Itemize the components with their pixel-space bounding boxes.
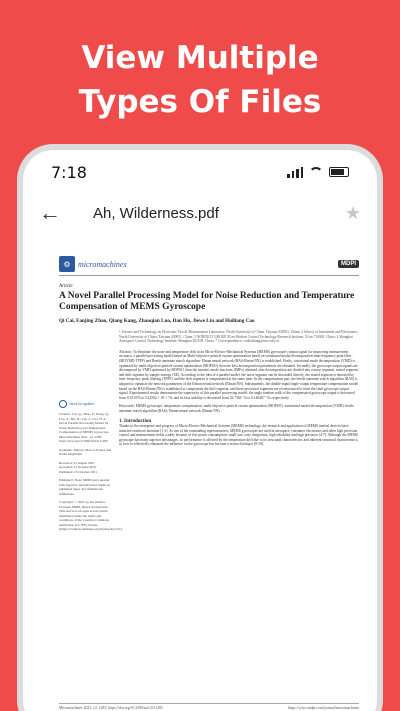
pdf-page[interactable] — [59, 246, 359, 711]
keywords: Keywords: MEMS gyroscope; temperature compensation; multi-objective particle swarm optimization (MOPSO); variational modal decomposition (VMD); beetle antennae search algorithm (BAS); Elman neural network (Elman NN) — [119, 404, 354, 413]
accepted-date: Accepted: 21 October 2021 — [59, 465, 97, 469]
publisher-logo: MDPI — [338, 260, 359, 268]
abstract: Abstract: To eliminate the noise and temperature drift in an Micro-Electro-Mechanical Systems (MEMS) gyroscope's output signal for improving measurement accuracy, a parallel processing model based on Multi-objective particle swarm optimization based on variational modal decomposition-time-frequency peak filter (MOVMD-TFPF) and Beetle antennae search algorithm- Elman neural network (BAS-Elman NN) is established. Firstly, variational mode decomposition (VMD) is optimized by multi-objective particle swarm optimization (MOPSO), then the best decomposition parameters are obtained. Secondly, the gyroscope output signals are decomposed by VMD optimized by MOPSO, then the intrinsic mode functions (IMFs) obtained after decomposition are divided into a noise segment, mixed segment, and drift segment by sample entropy (SE). According to the idea of a parallel model, the noise segment can be discarded directly, the mixed segment is denoised by time-frequency peak filtering (TFPF), and the drift segment is compensated at the same time. In the compensation part, the beetle antennae search algorithm (BAS) is adopted to optimize the network parameters of the Elman neural network (Elman NN). Subsequently, the double-input/single-output temperature compensation model based on the BAS-Elman NN is established to compensate the drift segment, and these processed segments are reconstructed to form the final gyroscope output signal. Experimental results demonstrate the superiority of this parallel processing model; the angle random walk of the compensated gyroscope output is decreased from 0.531076 to 5.22502 × 10⁻³ °/h, and its bias stability is decreased from 32.7364 °/h to 0.140467 °/h, respectively. — [119, 349, 359, 400]
check-updates-icon — [59, 400, 67, 408]
status-bar — [23, 150, 377, 194]
footer-left: Micromachines 2021, 12, 1285. https://doi.org/10.3390/mi12111285 — [59, 706, 163, 710]
wifi-icon — [309, 167, 323, 177]
citation: Citation: Cai, Q.; Zhao, F.; Kang, Q.; Luo, Z.; Hu, D.; Liu, J.; Cao, H. A Novel Parallel Processing Model for Noise Reduction and Temperature Compensation of MEMS Gyroscope. Micromachines 2021, 12, 1285. https://doi.org/10.3390/mi12111285 — [59, 412, 110, 443]
section-heading: 1. Introduction — [119, 418, 152, 424]
phone-frame — [23, 150, 377, 711]
document-title: Ah, Wilderness.pdf — [93, 204, 219, 222]
received-date: Received: 25 August 2021 — [59, 460, 95, 465]
journal-header — [59, 256, 359, 276]
journal-logo — [59, 256, 127, 272]
academic-editors: Academic Editors: Marcos Fontes and Nadia Mojtabahi — [59, 447, 111, 456]
paper-title: A Novel Parallel Processing Model for Noise Reduction and Temperature Compensation of MEMS Gyroscope — [59, 291, 355, 312]
paper-authors: Qi Cai, Fanjing Zhao, Qiang Kang, Zhaoqian Luo, Dan Hu, Jiewe Liu and Huiliang Cao — [59, 318, 255, 324]
intro-paragraph: Thanks to the emergence and progress of Micro-Electro-Mechanical Systems (MEMS) technology, the research and application of MEMS inertial devices have attracted extensive attention [1-3]. As one of the outstanding representatives, MEMS gyroscopes are used in aerospace, consumer electronics and other high precision control and measurement fields widely because of low power consumption, small size, easy integration, high reliability and high precision [4-7]. Although the MEMS gyroscope has many superior advantages, its performance is affected by the temperature drift due to its structural characteristics and inherent structural characteristics, so how to effectively eliminate the influence on the gyroscope has become a research hotspot [8-10]. — [119, 424, 359, 447]
favorite-star-icon[interactable]: ★ — [344, 202, 361, 223]
publisher-note: Publisher's Note: MDPI stays neutral with regard to jurisdictional claims in published maps and institutional affiliations. — [59, 478, 110, 496]
journal-name: micromachines — [78, 259, 127, 269]
headline-line-1: View Multiple — [81, 40, 319, 76]
paper-sidebar — [59, 330, 123, 536]
paper-body — [59, 330, 359, 536]
status-icons — [287, 167, 349, 178]
affiliations: 1 Science and Technology on Electronic Test & Measurement Laboratory, North University of China, Taiyuan 030051, China; 2 School of Instrument and Electronics, North University of China, Taiyuan 030051, China; 3 NORINCO GROUP Xi'an Modern Control Technology Research Institute, Xi'an 710065, China; 4 Shanghai Aerospace Control Technology Institute, Shanghai 201109, China; * Correspondence: caohuiliang@nuc.edu.cn — [119, 330, 359, 344]
published-date: Published: 25 October 2021 — [59, 469, 97, 474]
signal-icon — [287, 167, 303, 178]
back-arrow-icon[interactable]: ← — [39, 200, 61, 225]
footer-right: https://www.mdpi.com/journal/micromachines — [288, 706, 359, 710]
journal-logo-icon: ⚙ — [59, 256, 75, 272]
battery-icon — [329, 167, 349, 177]
check-updates — [59, 400, 113, 408]
copyright: Copyright: © 2021 by the authors. Licensee MDPI, Basel, Switzerland. This article is an open access article distributed under the terms and conditions of the Creative Commons Attribution (CC BY) license (https://creativecommons.org/licenses/by/4.0/). — [59, 500, 123, 531]
paper-main — [119, 330, 359, 536]
headline — [0, 36, 400, 124]
page-footer — [59, 703, 359, 710]
headline-line-2: Types Of Files — [78, 84, 322, 120]
article-type: Article — [59, 284, 73, 289]
app-bar — [23, 194, 377, 232]
check-updates-label: check for updates — [69, 401, 95, 406]
status-time: 7:18 — [51, 162, 87, 182]
